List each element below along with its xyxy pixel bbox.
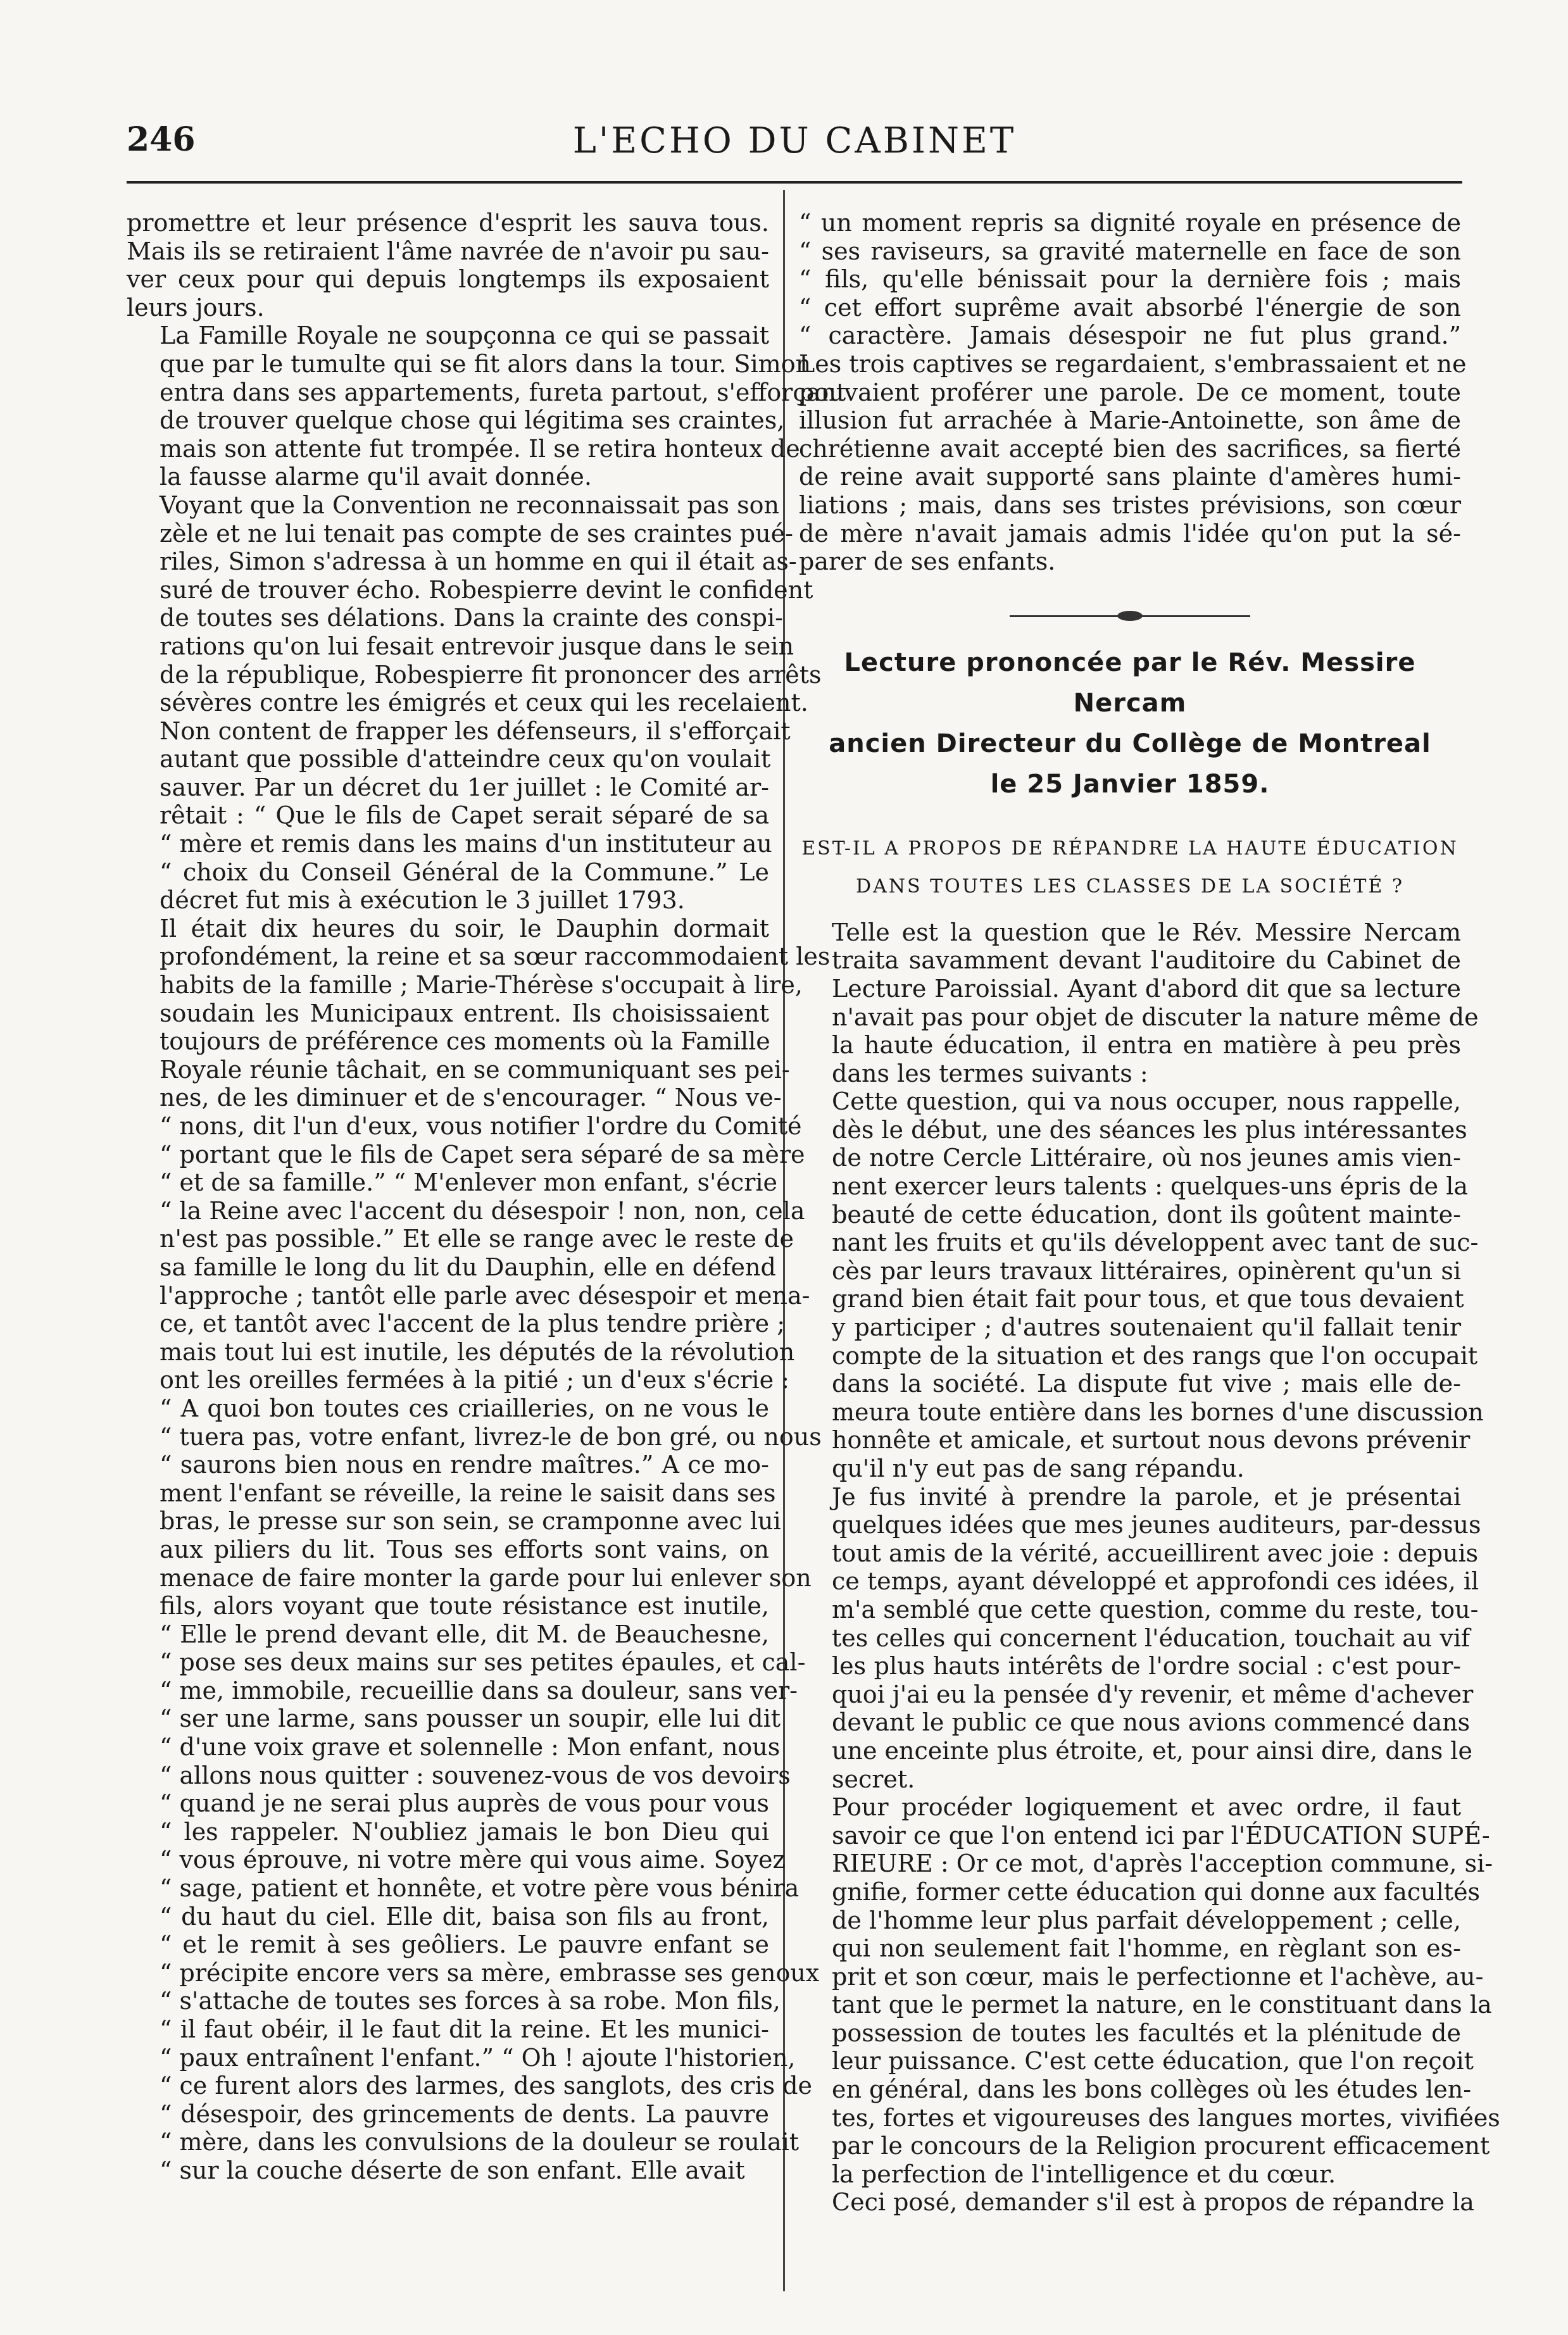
text-line: “ ser une larme, sans pousser un soupir, elle lui dit: [160, 1705, 781, 1733]
text-line: “ portant que le fils de Capet sera séparé de sa mère: [160, 1140, 805, 1168]
text-line: “ saurons bien nous en rendre maîtres.” A ce mo-: [160, 1451, 769, 1479]
text-line: grand bien était fait pour tous, et que tous devaient: [832, 1285, 1464, 1313]
text-line: “ s'attache de toutes ses forces à sa robe. Mon fils,: [160, 1987, 781, 2015]
text-line: de mère n'avait jamais admis l'idée qu'on put la sé-: [799, 519, 1461, 548]
text-line: soudain les Municipaux entrent. Ils choisissaient: [160, 999, 769, 1027]
section-question: [799, 830, 1461, 906]
text-line: profondément, la reine et sa sœur raccommodaient les: [160, 942, 831, 971]
text-line: sévères contre les émigrés et ceux qui les recelaient.: [160, 689, 808, 717]
text-line: la perfection de l'intelligence et du cœur.: [832, 2160, 1336, 2188]
text-line: “ mère et remis dans les mains d'un instituteur au: [160, 830, 772, 858]
text-line: de notre Cercle Littéraire, où nos jeunes amis vien-: [832, 1144, 1461, 1172]
text-line: EST-IL A PROPOS DE RÉPANDRE LA HAUTE ÉDUCATION: [801, 837, 1458, 860]
text-line: que par le tumulte qui se fit alors dans la tour. Simon: [160, 349, 812, 378]
text-line: liations ; mais, dans ses tristes prévisions, son cœur: [799, 491, 1461, 519]
text-line: m'a semblé que cette question, comme du reste, tou-: [832, 1595, 1479, 1624]
text-line: Mais ils se retiraient l'âme navrée de n'avoir pu sau-: [127, 237, 769, 265]
text-line: quoi j'ai eu la pensée d'y revenir, et même d'achever: [832, 1680, 1474, 1708]
left-paragraph-3: [127, 491, 822, 915]
text-line: qui non seulement fait l'homme, en règlant son es-: [832, 1934, 1461, 1963]
text-line: l'approche ; tantôt elle parle avec désespoir et mena-: [160, 1281, 810, 1310]
text-line: “ me, immobile, recueillie dans sa douleur, sans ver-: [160, 1676, 798, 1705]
text-line: nant les fruits et qu'ils développent avec tant de suc-: [832, 1229, 1479, 1257]
text-line: “ fils, qu'elle bénissait pour la dernière fois ; mais: [799, 265, 1461, 294]
text-line: “ sage, patient et honnête, et votre père vous bénira: [160, 1874, 800, 1903]
text-line: “ et le remit à ses geôliers. Le pauvre enfant se: [160, 1931, 769, 1959]
right-paragraph-5: [799, 1793, 1500, 2188]
text-line: qu'il n'y eut pas de sang répandu.: [832, 1455, 1245, 1482]
text-line: quelques idées que mes jeunes auditeurs, par-dessus: [832, 1511, 1481, 1539]
text-line: DANS TOUTES LES CLASSES DE LA SOCIÉTÉ ?: [856, 875, 1404, 898]
text-line: menace de faire monter la garde pour lui enlever son: [160, 1563, 812, 1592]
text-line: “ désespoir, des grincements de dents. La pauvre: [160, 2100, 769, 2128]
text-line: “ il faut obéir, il le faut dit la reine. Et les munici-: [160, 2015, 769, 2043]
text-line: prit et son cœur, mais le perfectionne et l'achève, au-: [832, 1962, 1484, 1991]
right-paragraph-1: [799, 209, 1467, 576]
text-line: compte de la situation et des rangs que l'on occupait: [832, 1341, 1478, 1370]
text-line: “ quand je ne serai plus auprès de vous pour vous: [160, 1789, 769, 1818]
running-title: L'ECHO DU CABINET: [572, 120, 1017, 161]
text-line: n'avait pas pour objet de discuter la nature même de: [832, 1003, 1479, 1031]
text-line: devant le public ce que nous avions commencé dans: [832, 1708, 1471, 1737]
text-line: “ Elle le prend devant elle, dit M. de Beauchesne,: [160, 1620, 769, 1648]
text-line: de l'homme leur plus parfait développement ; celle,: [832, 1906, 1461, 1934]
text-line: par le concours de la Religion procurent efficacement: [832, 2132, 1490, 2160]
text-line: autant que possible d'atteindre ceux qu'on voulait: [160, 745, 771, 773]
right-paragraph-6: [799, 2188, 1474, 2217]
text-line: “ tuera pas, votre enfant, livrez-le de bon gré, ou nous: [160, 1422, 822, 1451]
text-line: la haute éducation, il entra en matière à peu près: [832, 1031, 1461, 1060]
text-line: Lecture Paroissial. Ayant d'abord dit que sa lecture: [832, 974, 1461, 1003]
text-line: “ du haut du ciel. Elle dit, baisa son fils au front,: [160, 1902, 769, 1931]
text-line: possession de toutes les facultés et la plénitude de: [832, 2019, 1461, 2047]
left-column: [127, 209, 846, 2185]
text-line: chrétienne avait accepté bien des sacrifices, sa fierté: [799, 434, 1461, 463]
text-line: savoir ce que l'on entend ici par l'ÉDUCATION SUPÉ-: [832, 1821, 1490, 1850]
text-line: habits de la famille ; Marie-Thérèse s'occupait à lire,: [160, 971, 803, 999]
text-line: nent exercer leurs talents : quelques-uns épris de la: [832, 1172, 1469, 1201]
text-line: “ choix du Conseil Général de la Commune.” Le: [160, 858, 769, 886]
text-line: beauté de cette éducation, dont ils goûtent mainte-: [832, 1200, 1461, 1229]
text-line: nes, de les diminuer et de s'encourager. “ Nous ve-: [160, 1084, 782, 1112]
text-line: de la république, Robespierre fit prononcer des arrêts: [160, 660, 822, 689]
text-line: “ d'une voix grave et solennelle : Mon enfant, nous: [160, 1733, 781, 1762]
text-line: “ mère, dans les convulsions de la douleur se roulait: [160, 2128, 800, 2157]
right-paragraph-2: [799, 918, 1479, 1088]
text-line: suré de trouver écho. Robespierre devint le confident: [160, 575, 813, 604]
text-line: pouvaient proférer une parole. De ce moment, toute: [799, 378, 1461, 406]
text-line: “ vous éprouve, ni votre mère qui vous aime. Soyez: [160, 1846, 786, 1874]
text-line: riles, Simon s'adressa à un homme en qui il était as-: [160, 548, 797, 576]
text-line: La Famille Royale ne soupçonna ce qui se passait: [160, 322, 769, 350]
text-line: meura toute entière dans les bornes d'une discussion: [832, 1398, 1484, 1426]
text-line: “ sur la couche déserte de son enfant. Elle avait: [160, 2156, 745, 2184]
text-line: Telle est la question que le Rév. Messire Nercam: [832, 918, 1461, 946]
text-line: illusion fut arrachée à Marie-Antoinette, son âme de: [799, 406, 1461, 435]
text-line: mais tout lui est inutile, les députés de la révolution: [160, 1337, 795, 1366]
text-line: Royale réunie tâchait, en se communiquant ses pei-: [160, 1055, 790, 1084]
text-line: fils, alors voyant que toute résistance est inutile,: [160, 1592, 769, 1620]
text-line: ce, et tantôt avec l'accent de la plus tendre prière ;: [160, 1310, 786, 1338]
right-paragraph-3: [799, 1087, 1484, 1482]
text-line: “ ce furent alors des larmes, des sanglots, des cris de: [160, 2072, 813, 2100]
left-paragraph-2: [127, 322, 846, 491]
text-line: Ceci posé, demander s'il est à propos de répandre la: [832, 2188, 1474, 2217]
text-line: les plus hauts intérêts de l'ordre social : c'est pour-: [832, 1652, 1461, 1681]
text-line: une enceinte plus étroite, et, pour ainsi dire, dans le: [832, 1736, 1472, 1765]
text-line: RIEURE : Or ce mot, d'après l'acception commune, si-: [832, 1850, 1493, 1878]
text-line: la fausse alarme qu'il avait donnée.: [160, 463, 592, 491]
text-line: “ et de sa famille.” “ M'enlever mon enfant, s'écrie: [160, 1168, 777, 1197]
text-line: cès par leurs travaux littéraires, opinèrent qu'un si: [832, 1256, 1461, 1285]
right-column: [799, 209, 1500, 2217]
text-line: Je fus invité à prendre la parole, et je présentai: [832, 1482, 1461, 1511]
text-line: parer de ses enfants.: [799, 548, 1056, 576]
text-line: leur puissance. C'est cette éducation, que l'on reçoit: [832, 2047, 1474, 2075]
page-number: 246: [127, 120, 196, 159]
text-line: tes celles qui concernent l'éducation, touchait au vif: [832, 1624, 1471, 1652]
text-line: dans les termes suivants :: [832, 1059, 1148, 1087]
text-line: le 25 Janvier 1859.: [990, 769, 1270, 799]
text-line: “ nons, dit l'un d'eux, vous notifier l'ordre du Comité: [160, 1112, 802, 1140]
section-ornament: [1010, 615, 1250, 617]
text-line: aux piliers du lit. Tous ses efforts sont vains, on: [160, 1535, 769, 1563]
text-line: “ les rappeler. N'oubliez jamais le bon Dieu qui: [160, 1817, 769, 1846]
page-header: [127, 120, 1462, 171]
text-line: tes, fortes et vigoureuses des langues mortes, vivifiées: [832, 2103, 1500, 2132]
text-line: toujours de préférence ces moments où la Famille: [160, 1027, 770, 1056]
text-line: traita savamment devant l'auditoire du Cabinet de: [832, 946, 1461, 975]
text-line: ont les oreilles fermées à la pitié ; un d'eux s'écrie :: [160, 1366, 789, 1394]
text-line: Non content de frapper les défenseurs, il s'efforçait: [160, 717, 791, 745]
text-line: entra dans ses appartements, fureta partout, s'efforçant: [160, 378, 846, 406]
text-line: en général, dans les bons collèges où les études len-: [832, 2075, 1472, 2104]
text-line: Pour procéder logiquement et avec ordre, il faut: [832, 1793, 1461, 1822]
text-line: ce temps, ayant développé et approfondi ces idées, il: [832, 1567, 1479, 1596]
text-line: décret fut mis à exécution le 3 juillet 1793.: [160, 886, 685, 915]
text-line: ment l'enfant se réveille, la reine le saisit dans ses: [160, 1479, 776, 1507]
text-line: bras, le presse sur son sein, se cramponne avec lui: [160, 1507, 781, 1536]
text-line: dès le début, une des séances les plus intéressantes: [832, 1115, 1467, 1144]
text-line: “ précipite encore vers sa mère, embrasse ses genoux: [160, 1958, 820, 1987]
text-line: zèle et ne lui tenait pas compte de ses craintes pué-: [160, 519, 793, 548]
left-paragraph-4: [127, 914, 831, 2185]
text-line: “ paux entraînent l'enfant.” “ Oh ! ajoute l'historien,: [160, 2043, 796, 2072]
left-paragraph-1: [127, 209, 769, 322]
text-line: tout amis de la vérité, accueillirent avec joie : depuis: [832, 1539, 1479, 1567]
text-line: tant que le permet la nature, en le constituant dans la: [832, 1991, 1492, 2019]
text-line: n'est pas possible.” Et elle se range avec le reste de: [160, 1225, 794, 1253]
text-line: Lecture prononcée par le Rév. Messire Nercam: [844, 648, 1416, 718]
text-line: Cette question, qui va nous occuper, nous rappelle,: [832, 1087, 1461, 1116]
text-line: gnifie, former cette éducation qui donne aux facultés: [832, 1877, 1481, 1906]
text-line: dans la société. La dispute fut vive ; mais elle de-: [832, 1370, 1461, 1398]
text-line: honnête et amicale, et surtout nous devons prévenir: [832, 1426, 1471, 1455]
text-line: promettre et leur présence d'esprit les sauva tous.: [127, 209, 769, 237]
text-line: “ la Reine avec l'accent du désespoir ! non, non, cela: [160, 1196, 805, 1225]
text-line: secret.: [832, 1765, 915, 1793]
text-line: Les trois captives se regardaient, s'embrassaient et ne: [799, 349, 1467, 378]
text-line: mais son attente fut trompée. Il se retira honteux de: [160, 434, 800, 463]
right-paragraph-4: [799, 1482, 1481, 1794]
text-line: “ un moment repris sa dignité royale en présence de: [799, 209, 1461, 237]
text-line: ancien Directeur du Collège de Montreal: [829, 729, 1431, 758]
text-line: de reine avait supporté sans plainte d'amères humi-: [799, 463, 1461, 491]
text-line: Il était dix heures du soir, le Dauphin dormait: [160, 914, 769, 942]
text-line: “ allons nous quitter : souvenez-vous de vos devoirs: [160, 1761, 791, 1789]
text-line: rêtait : “ Que le fils de Capet serait séparé de sa: [160, 801, 769, 830]
text-line: de toutes ses délations. Dans la crainte des conspi-: [160, 604, 783, 632]
text-line: Voyant que la Convention ne reconnaissait pas son: [160, 491, 779, 519]
lecture-title: [799, 642, 1461, 804]
header-rule: [127, 181, 1462, 184]
text-line: ver ceux pour qui depuis longtemps ils exposaient: [127, 265, 769, 294]
text-line: “ cet effort suprême avait absorbé l'énergie de son: [799, 293, 1461, 322]
text-line: “ ses raviseurs, sa gravité maternelle en face de son: [799, 237, 1461, 265]
text-line: leurs jours.: [127, 293, 265, 322]
text-line: sauver. Par un décret du 1er juillet : le Comité ar-: [160, 773, 769, 801]
text-line: “ A quoi bon toutes ces criailleries, on ne vous le: [160, 1394, 769, 1422]
text-line: sa famille le long du lit du Dauphin, elle en défend: [160, 1253, 776, 1281]
text-line: y participer ; d'autres soutenaient qu'il fallait tenir: [832, 1313, 1461, 1342]
text-line: de trouver quelque chose qui légitima ses craintes,: [160, 406, 785, 435]
text-line: “ pose ses deux mains sur ses petites épaules, et cal-: [160, 1648, 806, 1677]
text-line: “ caractère. Jamais désespoir ne fut plus grand.”: [799, 322, 1461, 350]
text-line: rations qu'on lui fesait entrevoir jusque dans le sein: [160, 632, 794, 660]
